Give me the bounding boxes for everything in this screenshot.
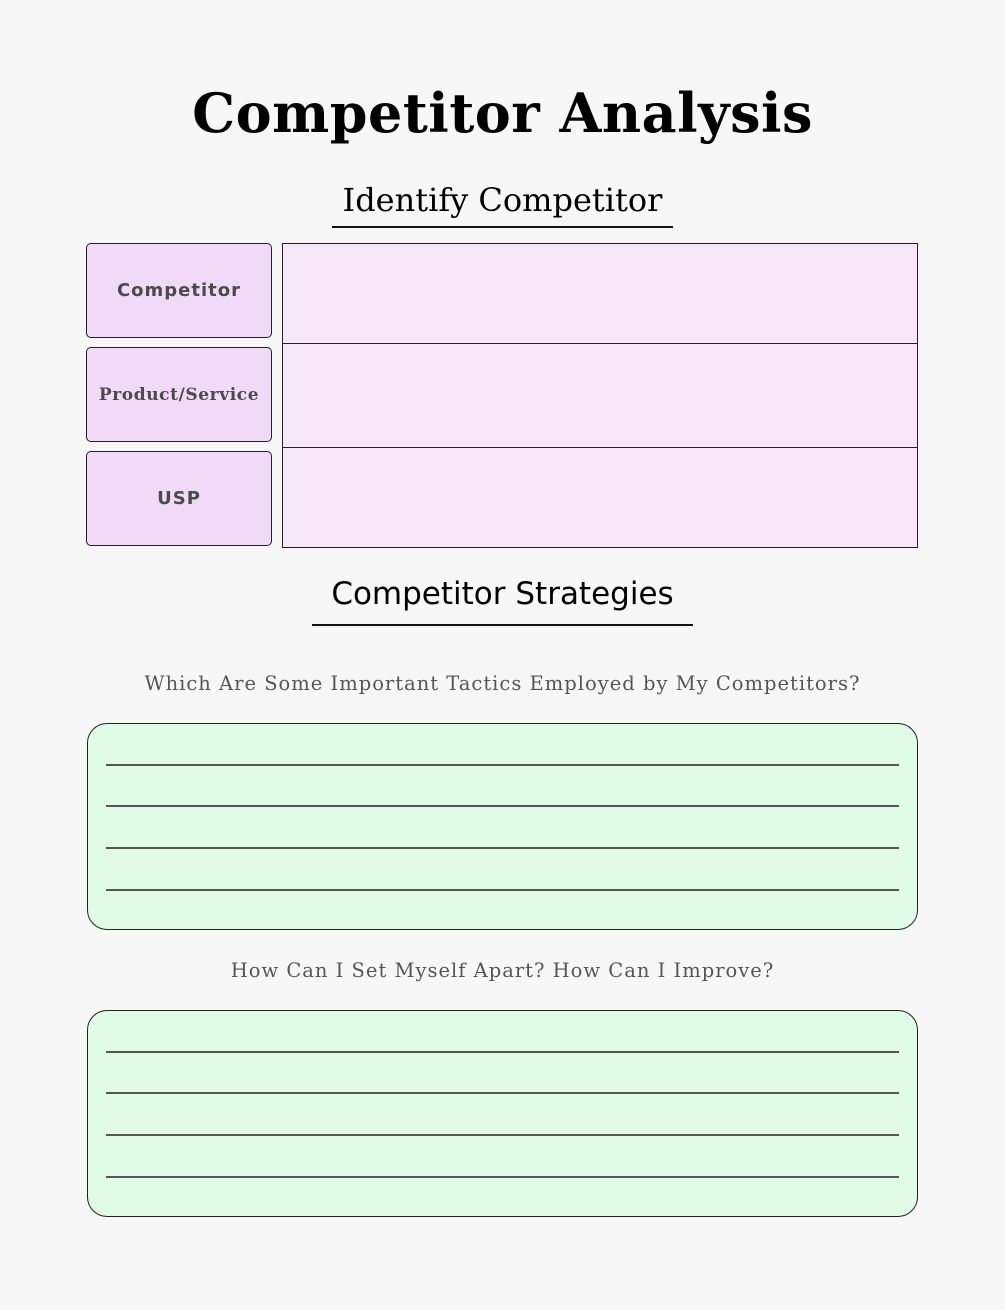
usp-value-field[interactable] <box>283 447 917 547</box>
tactics-notes-box[interactable] <box>87 723 918 930</box>
competitor-label-cell <box>86 243 272 338</box>
usp-label: USP <box>157 488 201 509</box>
note-line <box>106 805 899 807</box>
note-line <box>106 889 899 891</box>
competitor-value-grid <box>282 243 918 548</box>
identify-competitor-heading: Identify Competitor <box>342 181 663 219</box>
competitor-value-field[interactable] <box>283 243 917 343</box>
note-line <box>106 1092 899 1094</box>
note-line <box>106 847 899 849</box>
identify-heading-underline <box>332 226 673 228</box>
page-title: Competitor Analysis <box>192 81 813 145</box>
competitor-label: Competitor <box>116 280 242 301</box>
usp-label-cell <box>86 451 272 546</box>
tactics-question: Which Are Some Important Tactics Employed by My Competitors? <box>144 672 861 695</box>
competitor-strategies-heading: Competitor Strategies <box>331 576 674 612</box>
note-line <box>106 1051 899 1053</box>
product-service-label-cell <box>86 347 272 442</box>
note-line <box>106 1176 899 1178</box>
note-line <box>106 764 899 766</box>
improve-question: How Can I Set Myself Apart? How Can I Improve? <box>230 959 775 982</box>
strategies-heading-underline <box>312 624 693 626</box>
improve-notes-box[interactable] <box>87 1010 918 1217</box>
product-service-value-field[interactable] <box>283 343 917 447</box>
product-service-label: Product/Service <box>98 384 260 405</box>
note-line <box>106 1134 899 1136</box>
